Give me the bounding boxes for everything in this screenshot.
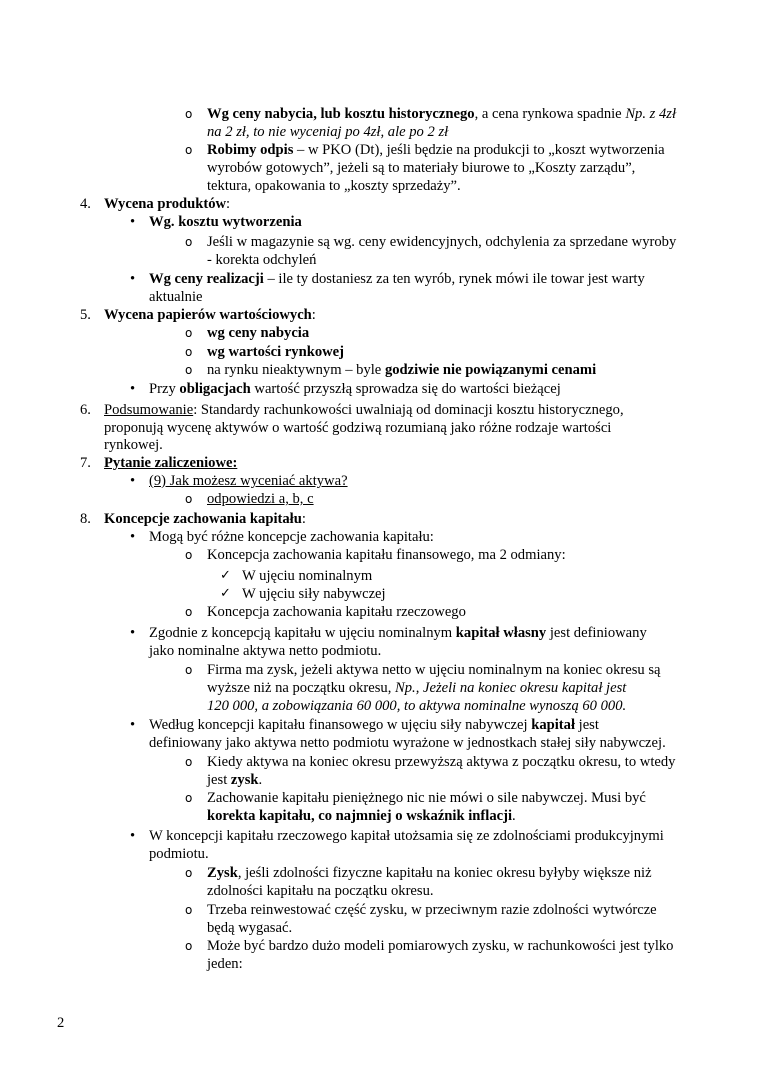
text-line: Jeśli w magazynie są wg. ceny ewidencyjnych, odchylenia za sprzedane wyroby: [207, 234, 677, 250]
text-line: Wg. kosztu wytworzenia: [149, 214, 302, 230]
list-number: 5.: [80, 307, 91, 323]
disc-bullet: •: [130, 828, 136, 844]
text-line: będą wygasać.: [207, 920, 293, 936]
circle-bullet: o: [185, 791, 193, 805]
text-line: jeden:: [207, 956, 243, 972]
disc-bullet: •: [130, 271, 136, 287]
text-line: proponują wycenę aktywów o wartość godziwą rozumianą jako różne rodzaje wartości: [104, 420, 612, 436]
text-line: tektura, opakowania to „koszty sprzedaży”.: [207, 178, 461, 194]
text-line: podmiotu.: [149, 846, 209, 862]
text-line: W ujęciu nominalnym: [242, 568, 373, 584]
text-line: zdolności kapitału na początku okresu.: [207, 883, 434, 899]
section-heading: Pytanie zaliczeniowe:: [104, 455, 238, 471]
circle-bullet: o: [185, 326, 193, 340]
text-line: Według koncepcji kapitału finansowego w ujęciu siły nabywczej kapitał jest: [149, 717, 599, 733]
text-line: Mogą być różne koncepcje zachowania kapitału:: [149, 529, 434, 545]
text-line: wyrobów gotowych”, jeżeli są to materiały biurowe to „Koszty zarządu”,: [207, 160, 636, 176]
section-heading: Wycena produktów:: [104, 196, 231, 212]
text-line: Firma ma zysk, jeżeli aktywa netto w ujęciu nominalnym na koniec okresu są: [207, 662, 661, 678]
disc-bullet: •: [130, 214, 136, 230]
circle-bullet: o: [185, 107, 193, 121]
text-line: Wg ceny realizacji – ile ty dostaniesz za ten wyrób, rynek mówi ile towar jest warty: [149, 271, 645, 287]
text-line: Koncepcja zachowania kapitału finansowego, ma 2 odmiany:: [207, 547, 566, 563]
circle-bullet: o: [185, 492, 193, 506]
text-line: rynkowej.: [104, 437, 163, 453]
circle-bullet: o: [185, 605, 193, 619]
disc-bullet: •: [130, 381, 136, 397]
text-line: wg wartości rynkowej: [207, 344, 344, 360]
disc-bullet: •: [130, 717, 136, 733]
text-line: Zysk, jeśli zdolności fizyczne kapitału na koniec okresu byłyby większe niż: [207, 865, 652, 881]
text-line: Wg ceny nabycia, lub kosztu historycznego, a cena rynkowa spadnie Np. z 4zł: [207, 106, 676, 122]
section-heading: Podsumowanie: Standardy rachunkowości uwalniają od dominacji kosztu historycznego,: [104, 402, 624, 418]
text-line: wyższe niż na początku okresu, Np., Jeżeli na koniec okresu kapitał jest: [207, 680, 627, 696]
text-line: definiowany jako aktywa netto podmiotu wyrażone w jednostkach stałej siły nabywczej.: [149, 735, 666, 751]
circle-bullet: o: [185, 143, 193, 157]
text-line: Robimy odpis – w PKO (Dt), jeśli będzie na produkcji to „koszt wytworzenia: [207, 142, 665, 158]
text-line: Trzeba reinwestować część zysku, w przeciwnym razie zdolności wytwórcze: [207, 902, 657, 918]
circle-bullet: o: [185, 755, 193, 769]
circle-bullet: o: [185, 939, 193, 953]
text-line: korekta kapitału, co najmniej o wskaźnik inflacji.: [207, 808, 516, 824]
check-icon: ✓: [220, 568, 231, 583]
list-number: 8.: [80, 511, 91, 527]
text-line: aktualnie: [149, 289, 203, 305]
text-line: jako nominalne aktywa netto podmiotu.: [149, 643, 382, 659]
disc-bullet: •: [130, 625, 136, 641]
circle-bullet: o: [185, 548, 193, 562]
text-line: jest zysk.: [207, 772, 263, 788]
circle-bullet: o: [185, 663, 193, 677]
circle-bullet: o: [185, 345, 193, 359]
circle-bullet: o: [185, 903, 193, 917]
check-icon: ✓: [220, 586, 231, 601]
circle-bullet: o: [185, 363, 193, 377]
disc-bullet: •: [130, 473, 136, 489]
disc-bullet: •: [130, 529, 136, 545]
text-line: W ujęciu siły nabywczej: [242, 586, 386, 602]
text-line: odpowiedzi a, b, c: [207, 491, 314, 507]
list-number: 6.: [80, 402, 91, 418]
list-number: 7.: [80, 455, 91, 471]
text-line: 120 000, a zobowiązania 60 000, to aktywa nominalne wynoszą 60 000.: [207, 698, 627, 714]
section-heading: Koncepcje zachowania kapitału:: [104, 511, 306, 527]
text-line: Koncepcja zachowania kapitału rzeczowego: [207, 604, 466, 620]
list-number: 4.: [80, 196, 91, 212]
text-line: Przy obligacjach wartość przyszłą sprowadza się do wartości bieżącej: [149, 381, 561, 397]
text-line: W koncepcji kapitału rzeczowego kapitał utożsamia się ze zdolnościami produkcyjnymi: [149, 828, 664, 844]
text-line: Kiedy aktywa na koniec okresu przewyższą aktywa z początku okresu, to wtedy: [207, 754, 676, 770]
circle-bullet: o: [185, 235, 193, 249]
section-heading: Wycena papierów wartościowych:: [104, 307, 316, 323]
page-number: 2: [57, 1015, 65, 1031]
text-line: na 2 zł, to nie wyceniaj po 4zł, ale po 2 zł: [207, 124, 449, 140]
circle-bullet: o: [185, 866, 193, 880]
text-line: - korekta odchyleń: [207, 252, 317, 268]
text-line: Zgodnie z koncepcją kapitału w ujęciu nominalnym kapitał własny jest definiowany: [149, 625, 647, 641]
text-line: na rynku nieaktywnym – byle godziwie nie powiązanymi cenami: [207, 362, 597, 378]
text-line: Może być bardzo dużo modeli pomiarowych zysku, w rachunkowości jest tylko: [207, 938, 674, 954]
text-line: Zachowanie kapitału pieniężnego nic nie mówi o sile nabywczej. Musi być: [207, 790, 646, 806]
text-line: (9) Jak możesz wyceniać aktywa?: [149, 473, 348, 489]
text-line: wg ceny nabycia: [207, 325, 310, 341]
